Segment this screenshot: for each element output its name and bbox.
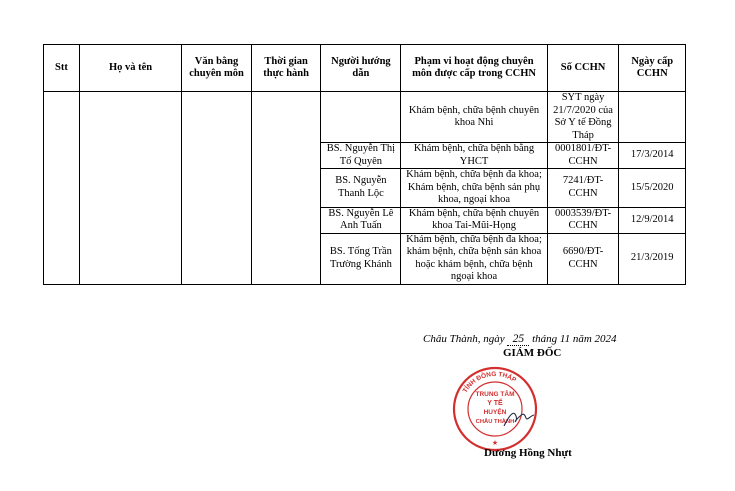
stamp-line-4: CHÂU THÀNH [475,419,515,425]
instructor-cell: BS. Nguyễn Thị Tố Quyên [321,143,401,169]
scope-cell: Khám bệnh, chữa bệnh đa khoa; khám bệnh, chữa bệnh sản khoa hoặc khám bệnh, chữa bệnh ngoại khoa [401,233,547,284]
header-stt: Stt [44,45,80,92]
cchn-table [43,44,686,285]
instructor-cell: BS. Nguyễn Thanh Lộc [321,169,401,208]
table-row [44,92,686,143]
header-cchn-number: Số CCHN [547,45,619,92]
cchn-number-cell: SYT ngày 21/7/2020 của Sở Y tế Đồng Tháp [547,92,619,143]
practice-time-cell [251,92,321,285]
header-issue-date: Ngày cấp CCHN [619,45,686,92]
issue-date-cell: 15/5/2020 [619,169,686,208]
signatory-name: Dương Hồng Nhựt [484,447,572,459]
issue-date-cell [619,92,686,143]
stt-cell [44,92,80,285]
signatory-title: GIÁM ĐỐC [503,347,562,359]
qualification-cell [182,92,252,285]
scope-cell: Khám bệnh, chữa bệnh chuyên khoa Tai-Mũi-Họng [401,207,547,233]
header-full-name: Họ và tên [79,45,181,92]
official-stamp [452,366,538,452]
cchn-number-cell: 0003539/ĐT-CCHN [547,207,619,233]
scope-cell: Khám bệnh, chữa bệnh chuyên khoa Nhi [401,92,547,143]
signature-date [423,333,617,346]
stamp-star-icon: ★ [491,439,499,447]
stamp-line-1: TRUNG TÂM [475,391,515,398]
instructor-cell: BS. Tống Trần Trường Khánh [321,233,401,284]
scope-cell: Khám bệnh, chữa bệnh bằng YHCT [401,143,547,169]
header-instructor: Người hướng dẫn [321,45,401,92]
table-header-row [44,45,686,92]
instructor-cell [321,92,401,143]
header-scope: Phạm vi hoạt động chuyên môn được cấp trong CCHN [401,45,547,92]
cchn-number-cell: 6690/ĐT-CCHN [547,233,619,284]
stamp-line-2: Y TẾ [487,400,503,407]
header-qualification: Văn bằng chuyên môn [182,45,252,92]
stamp-ring-text: TỈNH ĐỒNG THÁP [461,370,518,395]
full-name-cell [79,92,181,285]
issue-date-cell: 21/3/2019 [619,233,686,284]
date-prefix: Châu Thành, ngày [423,333,505,345]
header-practice-time: Thời gian thực hành [251,45,321,92]
scope-cell: Khám bệnh, chữa bệnh đa khoa; Khám bệnh, chữa bệnh sản phụ khoa, ngoại khoa [401,169,547,208]
instructor-cell: BS. Nguyễn Lê Anh Tuấn [321,207,401,233]
issue-date-cell: 12/9/2014 [619,207,686,233]
date-suffix: tháng 11 năm 2024 [532,333,617,345]
date-day: 25 [507,333,529,346]
cchn-number-cell: 7241/ĐT-CCHN [547,169,619,208]
stamp-line-3: HUYỆN [483,409,507,416]
issue-date-cell: 17/3/2014 [619,143,686,169]
cchn-number-cell: 0001801/ĐT-CCHN [547,143,619,169]
